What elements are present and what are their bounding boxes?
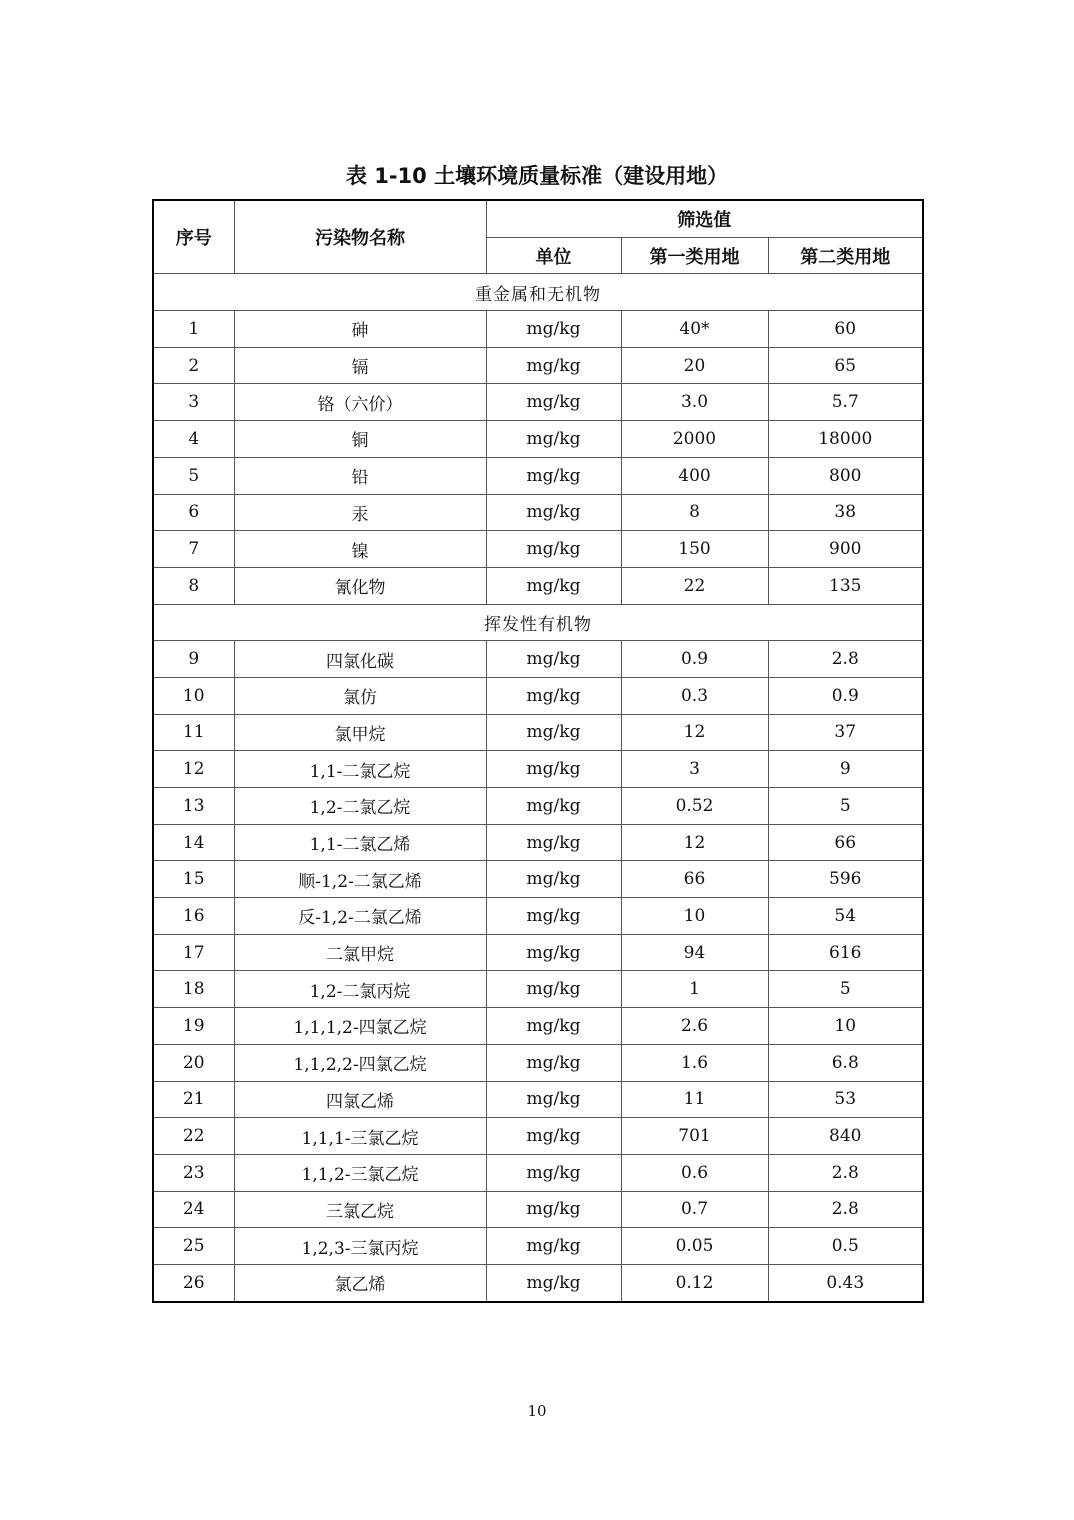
cell-unit: mg/kg (486, 1081, 621, 1118)
table-row (153, 677, 923, 714)
cell-class1-value: 701 (621, 1118, 768, 1155)
header-class2-land: 第二类用地 (768, 237, 923, 274)
cell-class1-value: 0.9 (621, 641, 768, 678)
table-row (153, 311, 923, 348)
table-row (153, 1154, 923, 1191)
table-row (153, 971, 923, 1008)
cell-class1-value: 10 (621, 898, 768, 935)
table-row (153, 934, 923, 971)
cell-unit: mg/kg (486, 1008, 621, 1045)
cell-index: 17 (153, 934, 234, 971)
table-row (153, 898, 923, 935)
cell-class2-value: 0.43 (768, 1264, 923, 1301)
cell-unit: mg/kg (486, 934, 621, 971)
cell-index: 13 (153, 788, 234, 825)
cell-index: 25 (153, 1228, 234, 1265)
cell-class1-value: 66 (621, 861, 768, 898)
cell-class2-value: 37 (768, 714, 923, 751)
table-row (153, 567, 923, 604)
table-row (153, 1008, 923, 1045)
cell-class1-value: 0.7 (621, 1191, 768, 1228)
table-title: 表 1-10 土壤环境质量标准（建设用地） (345, 164, 729, 188)
cell-pollutant-name: 二氯甲烷 (234, 934, 486, 971)
cell-class2-value: 5 (768, 788, 923, 825)
cell-class2-value: 9 (768, 751, 923, 788)
section-row (153, 274, 923, 311)
table-row (153, 788, 923, 825)
table-row (153, 494, 923, 531)
cell-class2-value: 5.7 (768, 384, 923, 421)
cell-class1-value: 3.0 (621, 384, 768, 421)
cell-class1-value: 94 (621, 934, 768, 971)
cell-unit: mg/kg (486, 1154, 621, 1191)
cell-class2-value: 54 (768, 898, 923, 935)
cell-unit: mg/kg (486, 641, 621, 678)
cell-class1-value: 0.3 (621, 677, 768, 714)
cell-pollutant-name: 汞 (234, 494, 486, 531)
cell-class2-value: 60 (768, 311, 923, 348)
cell-class1-value: 0.12 (621, 1264, 768, 1301)
cell-pollutant-name: 砷 (234, 311, 486, 348)
cell-pollutant-name: 1,1,2,2-四氯乙烷 (234, 1044, 486, 1081)
header-screening-value: 筛选值 (486, 200, 923, 237)
cell-pollutant-name: 1,2,3-三氯丙烷 (234, 1228, 486, 1265)
cell-index: 19 (153, 1008, 234, 1045)
cell-index: 5 (153, 457, 234, 494)
table-body (153, 200, 923, 1302)
cell-index: 6 (153, 494, 234, 531)
cell-unit: mg/kg (486, 1228, 621, 1265)
cell-class2-value: 0.9 (768, 677, 923, 714)
cell-pollutant-name: 四氯化碳 (234, 641, 486, 678)
table-row (153, 1264, 923, 1301)
cell-unit: mg/kg (486, 677, 621, 714)
cell-pollutant-name: 铅 (234, 457, 486, 494)
table-row (153, 421, 923, 458)
table-row (153, 1118, 923, 1155)
cell-class2-value: 596 (768, 861, 923, 898)
cell-index: 4 (153, 421, 234, 458)
cell-class2-value: 616 (768, 934, 923, 971)
cell-class2-value: 840 (768, 1118, 923, 1155)
cell-unit: mg/kg (486, 898, 621, 935)
cell-pollutant-name: 铬（六价） (234, 384, 486, 421)
cell-class1-value: 1 (621, 971, 768, 1008)
cell-index: 16 (153, 898, 234, 935)
cell-pollutant-name: 氯甲烷 (234, 714, 486, 751)
cell-unit: mg/kg (486, 567, 621, 604)
table-row (153, 824, 923, 861)
cell-class2-value: 800 (768, 457, 923, 494)
cell-unit: mg/kg (486, 384, 621, 421)
table-row (153, 1191, 923, 1228)
cell-class1-value: 150 (621, 531, 768, 568)
cell-unit: mg/kg (486, 971, 621, 1008)
cell-class2-value: 5 (768, 971, 923, 1008)
cell-class2-value: 2.8 (768, 1191, 923, 1228)
cell-pollutant-name: 顺-1,2-二氯乙烯 (234, 861, 486, 898)
cell-pollutant-name: 铜 (234, 421, 486, 458)
cell-pollutant-name: 镉 (234, 347, 486, 384)
cell-pollutant-name: 镍 (234, 531, 486, 568)
cell-unit: mg/kg (486, 714, 621, 751)
cell-index: 26 (153, 1264, 234, 1301)
cell-unit: mg/kg (486, 457, 621, 494)
cell-pollutant-name: 1,1-二氯乙烯 (234, 824, 486, 861)
cell-index: 24 (153, 1191, 234, 1228)
table-row (153, 531, 923, 568)
cell-class1-value: 0.05 (621, 1228, 768, 1265)
cell-class1-value: 2000 (621, 421, 768, 458)
cell-index: 3 (153, 384, 234, 421)
header-class1-land: 第一类用地 (621, 237, 768, 274)
cell-index: 12 (153, 751, 234, 788)
cell-class1-value: 12 (621, 824, 768, 861)
table-row (153, 384, 923, 421)
cell-index: 18 (153, 971, 234, 1008)
cell-class2-value: 18000 (768, 421, 923, 458)
table-row (153, 1228, 923, 1265)
header-row-1 (153, 200, 923, 237)
table-row (153, 1044, 923, 1081)
cell-index: 15 (153, 861, 234, 898)
cell-unit: mg/kg (486, 751, 621, 788)
cell-unit: mg/kg (486, 311, 621, 348)
table-row (153, 457, 923, 494)
cell-unit: mg/kg (486, 788, 621, 825)
cell-unit: mg/kg (486, 347, 621, 384)
cell-pollutant-name: 氰化物 (234, 567, 486, 604)
cell-class1-value: 11 (621, 1081, 768, 1118)
cell-pollutant-name: 三氯乙烷 (234, 1191, 486, 1228)
cell-pollutant-name: 1,1-二氯乙烷 (234, 751, 486, 788)
cell-pollutant-name: 1,2-二氯丙烷 (234, 971, 486, 1008)
cell-class2-value: 135 (768, 567, 923, 604)
cell-class2-value: 6.8 (768, 1044, 923, 1081)
cell-class1-value: 8 (621, 494, 768, 531)
cell-pollutant-name: 1,1,1,2-四氯乙烷 (234, 1008, 486, 1045)
cell-pollutant-name: 氯乙烯 (234, 1264, 486, 1301)
cell-class1-value: 20 (621, 347, 768, 384)
cell-pollutant-name: 1,2-二氯乙烷 (234, 788, 486, 825)
cell-pollutant-name: 反-1,2-二氯乙烯 (234, 898, 486, 935)
cell-index: 9 (153, 641, 234, 678)
cell-index: 22 (153, 1118, 234, 1155)
cell-index: 8 (153, 567, 234, 604)
cell-index: 20 (153, 1044, 234, 1081)
table-row (153, 861, 923, 898)
cell-index: 14 (153, 824, 234, 861)
cell-class1-value: 22 (621, 567, 768, 604)
header-pollutant-name: 污染物名称 (234, 200, 486, 274)
cell-pollutant-name: 1,1,1-三氯乙烷 (234, 1118, 486, 1155)
cell-unit: mg/kg (486, 861, 621, 898)
cell-unit: mg/kg (486, 421, 621, 458)
cell-class2-value: 38 (768, 494, 923, 531)
cell-index: 7 (153, 531, 234, 568)
soil-standard-table (152, 199, 924, 1303)
cell-index: 11 (153, 714, 234, 751)
header-unit: 单位 (486, 237, 621, 274)
cell-class1-value: 2.6 (621, 1008, 768, 1045)
cell-pollutant-name: 氯仿 (234, 677, 486, 714)
cell-class1-value: 1.6 (621, 1044, 768, 1081)
cell-class1-value: 0.52 (621, 788, 768, 825)
cell-class2-value: 65 (768, 347, 923, 384)
cell-unit: mg/kg (486, 824, 621, 861)
cell-unit: mg/kg (486, 1044, 621, 1081)
table-row (153, 641, 923, 678)
cell-class1-value: 12 (621, 714, 768, 751)
cell-pollutant-name: 四氯乙烯 (234, 1081, 486, 1118)
cell-index: 1 (153, 311, 234, 348)
cell-class2-value: 2.8 (768, 641, 923, 678)
section-row (153, 604, 923, 641)
table-row (153, 1081, 923, 1118)
cell-index: 23 (153, 1154, 234, 1191)
cell-class2-value: 53 (768, 1081, 923, 1118)
cell-class2-value: 900 (768, 531, 923, 568)
cell-class1-value: 40* (621, 311, 768, 348)
cell-class1-value: 400 (621, 457, 768, 494)
cell-class2-value: 66 (768, 824, 923, 861)
cell-pollutant-name: 1,1,2-三氯乙烷 (234, 1154, 486, 1191)
cell-unit: mg/kg (486, 494, 621, 531)
cell-index: 2 (153, 347, 234, 384)
cell-unit: mg/kg (486, 1191, 621, 1228)
section-title: 挥发性有机物 (153, 604, 923, 641)
cell-unit: mg/kg (486, 1118, 621, 1155)
table-row (153, 347, 923, 384)
cell-class2-value: 0.5 (768, 1228, 923, 1265)
table-row (153, 751, 923, 788)
cell-unit: mg/kg (486, 531, 621, 568)
cell-class2-value: 2.8 (768, 1154, 923, 1191)
cell-class2-value: 10 (768, 1008, 923, 1045)
cell-index: 10 (153, 677, 234, 714)
page-number: 10 (527, 1402, 547, 1420)
cell-class1-value: 3 (621, 751, 768, 788)
cell-class1-value: 0.6 (621, 1154, 768, 1191)
header-index: 序号 (153, 200, 234, 274)
cell-unit: mg/kg (486, 1264, 621, 1301)
section-title: 重金属和无机物 (153, 274, 923, 311)
cell-index: 21 (153, 1081, 234, 1118)
table-row (153, 714, 923, 751)
